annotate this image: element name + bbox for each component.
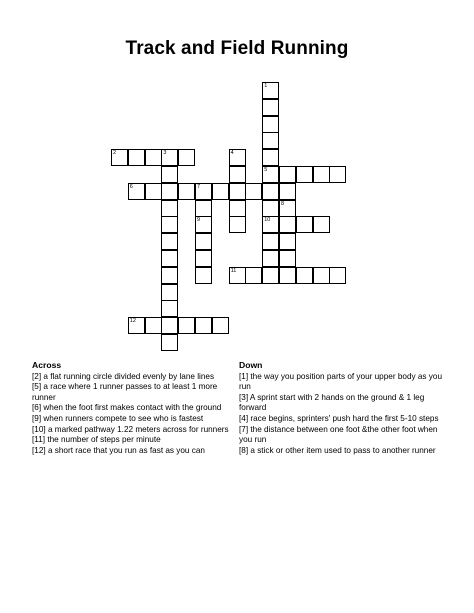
cell-number: 6 [129, 183, 133, 190]
crossword-cell[interactable] [279, 216, 296, 233]
crossword-cell[interactable] [329, 267, 346, 284]
crossword-cell[interactable] [128, 149, 145, 166]
clue-number: [5] [32, 382, 42, 392]
clue-number: [12] [32, 445, 46, 455]
across-clues [32, 360, 234, 456]
crossword-cell[interactable] [262, 200, 279, 217]
crossword-cell[interactable] [262, 132, 279, 149]
crossword-cell[interactable] [161, 200, 178, 217]
clue-number: [4] [239, 413, 249, 423]
crossword-cell[interactable] [245, 183, 262, 200]
crossword-cell[interactable] [279, 250, 296, 267]
crossword-cell[interactable] [229, 183, 246, 200]
crossword-cell[interactable] [161, 284, 178, 301]
clue-text: when the foot first makes contact with the ground [41, 403, 222, 413]
cell-number: 12 [129, 318, 136, 325]
across-clue [32, 372, 234, 383]
crossword-cell[interactable] [161, 267, 178, 284]
crossword-cell[interactable] [195, 183, 212, 200]
clue-number: [7] [239, 424, 249, 434]
clue-text: a short race that you run as fast as you can [45, 445, 205, 455]
cell-number: 10 [264, 217, 271, 224]
cell-number: 11 [230, 267, 237, 274]
crossword-cell[interactable] [195, 216, 212, 233]
crossword-cell[interactable] [262, 233, 279, 250]
crossword-cell[interactable] [262, 267, 279, 284]
crossword-cell[interactable] [296, 166, 313, 183]
clue-number: [9] [32, 413, 42, 423]
crossword-cell[interactable] [313, 267, 330, 284]
crossword-cell[interactable] [262, 116, 279, 133]
clue-text: a marked pathway 1.22 meters across for runners [45, 424, 229, 434]
puzzle-title: Track and Field Running [125, 38, 349, 59]
clue-text: a flat running circle divided evenly by lane lines [41, 371, 215, 381]
crossword-cell[interactable] [229, 166, 246, 183]
crossword-cell[interactable] [145, 183, 162, 200]
crossword-cell[interactable] [111, 149, 128, 166]
crossword-cell[interactable] [329, 166, 346, 183]
clue-text: a stick or other item used to pass to another runner [248, 445, 436, 455]
crossword-cell[interactable] [178, 317, 195, 334]
crossword-cell[interactable] [145, 149, 162, 166]
crossword-cell[interactable] [128, 183, 145, 200]
crossword-cell[interactable] [279, 183, 296, 200]
crossword-cell[interactable] [313, 216, 330, 233]
crossword-cell[interactable] [161, 149, 178, 166]
down-clue [239, 414, 444, 425]
down-clue [239, 372, 444, 393]
crossword-cell[interactable] [229, 200, 246, 217]
cell-number: 5 [264, 167, 268, 173]
crossword-cell[interactable] [279, 200, 296, 217]
crossword-cell[interactable] [212, 317, 229, 334]
crossword-cell[interactable] [145, 317, 162, 334]
clue-text: when runners compete to see who is fastest [41, 413, 204, 423]
crossword-cell[interactable] [262, 149, 279, 166]
crossword-cell[interactable] [229, 149, 246, 166]
cell-number: 1 [264, 83, 268, 89]
across-heading: Across [32, 360, 62, 370]
crossword-cell[interactable] [262, 183, 279, 200]
crossword-cell[interactable] [195, 267, 212, 284]
across-clue [32, 425, 234, 436]
across-clue [32, 414, 234, 425]
crossword-cell[interactable] [262, 82, 279, 99]
clue-text: race begins, sprinters' push hard the first 5-10 steps [248, 413, 439, 423]
crossword-cell[interactable] [161, 300, 178, 317]
cell-number: 7 [197, 183, 201, 190]
crossword-cell[interactable] [279, 233, 296, 250]
down-heading: Down [239, 360, 263, 370]
across-clue-list [32, 372, 234, 457]
crossword-cell[interactable] [161, 166, 178, 183]
down-clue [239, 425, 444, 446]
crossword-cell[interactable] [161, 183, 178, 200]
crossword-cell[interactable] [262, 216, 279, 233]
crossword-cell[interactable] [279, 267, 296, 284]
crossword-cell[interactable] [296, 216, 313, 233]
clue-number: [10] [32, 424, 46, 434]
crossword-cell[interactable] [195, 317, 212, 334]
clue-number: [6] [32, 403, 42, 413]
clue-text: the number of steps per minute [45, 435, 161, 445]
clue-text: the distance between one foot &the other foot when you run [239, 424, 438, 445]
crossword-cell[interactable] [262, 250, 279, 267]
clue-number: [2] [32, 371, 42, 381]
crossword-cell[interactable] [279, 166, 296, 183]
crossword-cell[interactable] [313, 166, 330, 183]
down-clue [239, 446, 444, 457]
down-clue [239, 393, 444, 414]
crossword-cell[interactable] [161, 334, 178, 351]
clue-text: A sprint start with 2 hands on the ground & 1 leg forward [239, 392, 425, 413]
across-clue [32, 435, 234, 446]
cell-number: 2 [113, 150, 117, 157]
crossword-cell[interactable] [262, 166, 279, 183]
clue-number: [3] [239, 392, 249, 402]
crossword-cell[interactable] [161, 216, 178, 233]
crossword-cell[interactable] [195, 250, 212, 267]
across-clue [32, 403, 234, 414]
cell-number: 4 [230, 150, 234, 157]
crossword-cell[interactable] [212, 183, 229, 200]
crossword-cell[interactable] [161, 317, 178, 334]
cell-number: 3 [163, 150, 167, 157]
crossword-cell[interactable] [262, 99, 279, 116]
cell-number: 8 [281, 200, 285, 207]
clue-text: the way you position parts of your upper body as you run [239, 371, 442, 392]
crossword-cell[interactable] [296, 267, 313, 284]
across-clue [32, 446, 234, 457]
cell-number: 9 [197, 217, 201, 224]
crossword-cell[interactable] [178, 149, 195, 166]
crossword-cell[interactable] [195, 233, 212, 250]
clue-text: a race where 1 runner passes to at least 1 more runner [32, 382, 218, 402]
crossword-cell[interactable] [245, 267, 262, 284]
down-clue-list [239, 372, 444, 457]
crossword-cell[interactable] [195, 200, 212, 217]
clue-number: [1] [239, 371, 249, 381]
crossword-cell[interactable] [128, 317, 145, 334]
crossword-cell[interactable] [161, 250, 178, 267]
crossword-cell[interactable] [229, 216, 246, 233]
down-clues [239, 360, 444, 456]
crossword-cell[interactable] [161, 233, 178, 250]
crossword-cell[interactable] [229, 267, 246, 284]
clue-number: [8] [239, 445, 249, 455]
across-clue [32, 382, 234, 403]
crossword-cell[interactable] [178, 183, 195, 200]
clue-number: [11] [32, 435, 46, 445]
